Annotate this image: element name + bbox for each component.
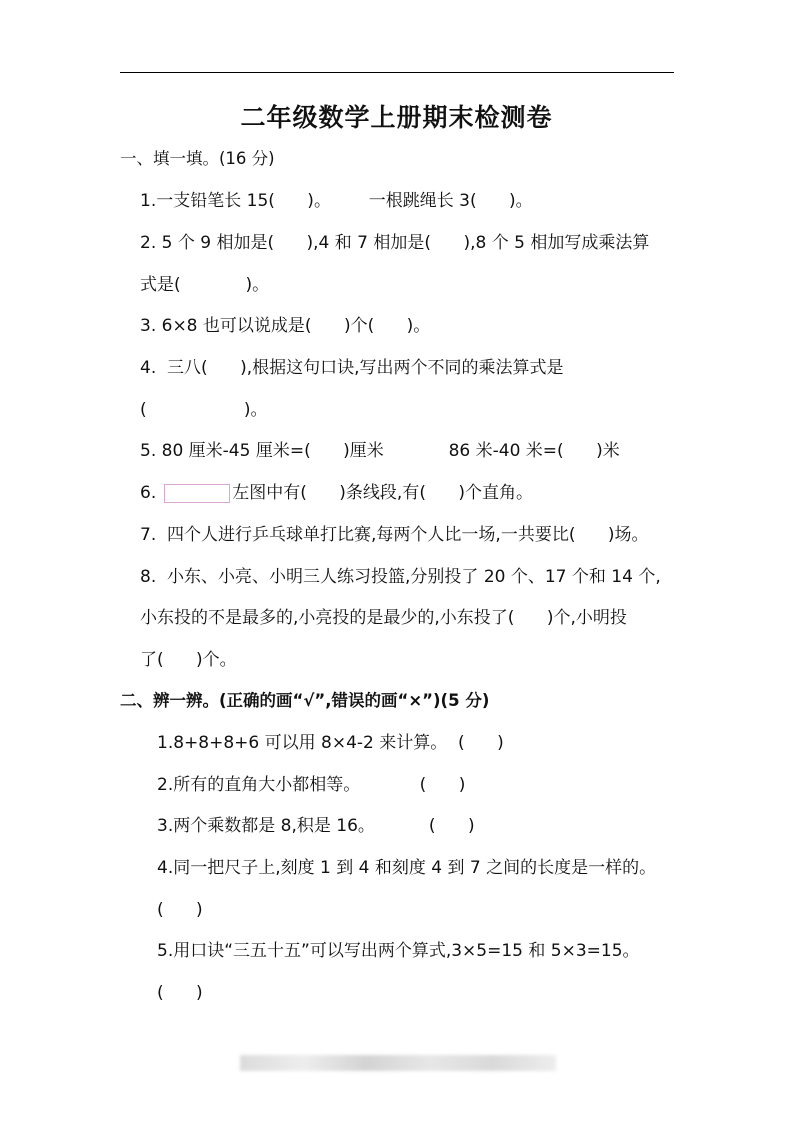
s2-question-4-line-2: ( ) xyxy=(157,900,203,920)
s1-question-2-line-2: 式是( )。 xyxy=(140,275,270,295)
s2-question-5-line-1: 5.用口诀“三五十五”可以写出两个算式,3×5=15 和 5×3=15。 xyxy=(157,941,640,961)
s1-question-6-number: 6. xyxy=(140,483,157,503)
s1-question-4-line-2: ( )。 xyxy=(140,400,268,420)
top-rule xyxy=(120,72,674,73)
blurred-footer-watermark xyxy=(240,1055,556,1071)
s1-question-4-line-1: 4. 三八( ),根据这句口诀,写出两个不同的乘法算式是 xyxy=(140,358,564,378)
s1-question-3: 3. 6×8 也可以说成是( )个( )。 xyxy=(140,316,431,336)
s2-question-5-line-2: ( ) xyxy=(157,983,203,1003)
s1-question-8-line-2: 小东投的不是最多的,小亮投的是最少的,小东投了( )个,小明投 xyxy=(140,608,627,628)
s1-question-1: 1.一支铅笔长 15( )。 一根跳绳长 3( )。 xyxy=(140,191,533,211)
page-title: 二年级数学上册期末检测卷 xyxy=(240,103,553,132)
s1-question-8-line-1: 8. 小东、小亮、小明三人练习投篮,分别投了 20 个、17 个和 14 个, xyxy=(140,567,661,587)
s2-question-2: 2.所有的直角大小都相等。 ( ) xyxy=(157,775,466,795)
s1-question-6 xyxy=(140,481,533,505)
s2-question-4-line-1: 4.同一把尺子上,刻度 1 到 4 和刻度 4 到 7 之间的长度是一样的。 xyxy=(157,858,657,878)
s2-question-1: 1.8+8+8+6 可以用 8×4-2 来计算。 ( ) xyxy=(157,733,504,753)
section-1-heading: 一、填一填。(16 分) xyxy=(120,149,275,168)
s1-question-8-line-3: 了( )个。 xyxy=(140,650,237,670)
rectangle-figure xyxy=(164,484,230,503)
s1-question-2-line-1: 2. 5 个 9 相加是( ),4 和 7 相加是( ),8 个 5 相加写成乘法算 xyxy=(140,233,650,253)
s1-question-7: 7. 四个人进行乒乓球单打比赛,每两个人比一场,一共要比( )场。 xyxy=(140,525,649,545)
s2-question-3: 3.两个乘数都是 8,积是 16。 ( ) xyxy=(157,816,475,836)
s1-question-6-text: 左图中有( )条线段,有( )个直角。 xyxy=(232,483,534,503)
section-2-heading: 二、辨一辨。(正确的画“√”,错误的画“×”)(5 分) xyxy=(120,691,490,710)
s1-question-5: 5. 80 厘米-45 厘米=( )厘米 86 米-40 米=( )米 xyxy=(140,441,620,461)
